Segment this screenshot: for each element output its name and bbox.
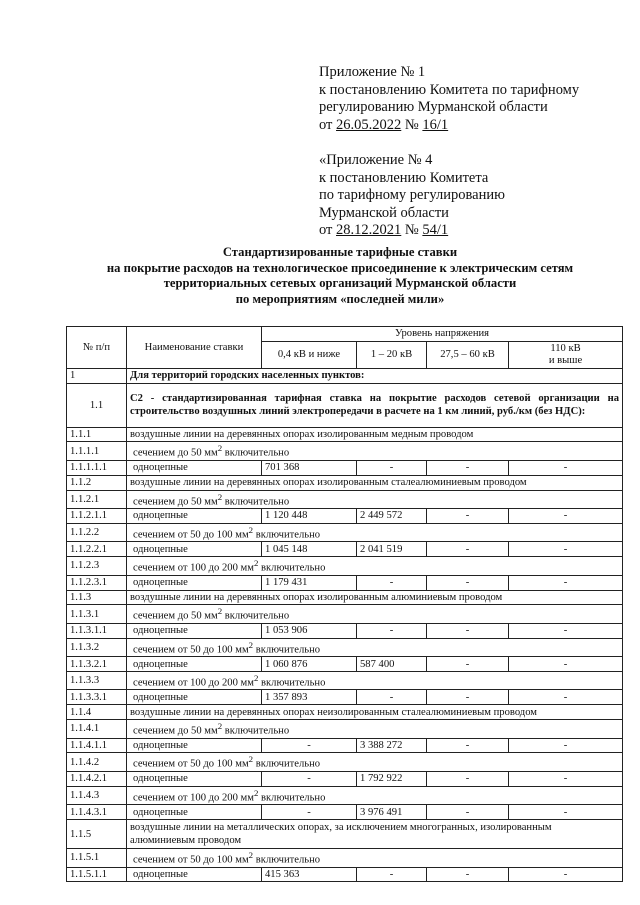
title-line1: Стандартизированные тарифные ставки <box>222 245 458 259</box>
row-number: 1.1.4.1.1 <box>67 738 127 753</box>
table-row-sub <box>67 442 623 461</box>
from-label: от <box>319 222 333 238</box>
row-name: одноцепные <box>127 867 262 882</box>
row-name: одноцепные <box>127 623 262 638</box>
table-row-sub <box>67 786 623 805</box>
row-value-v4: - <box>509 575 623 590</box>
row-name-text: сечением от 100 до 200 мм <box>133 677 254 689</box>
header-v1: 0,4 кВ и ниже <box>262 341 357 368</box>
row-name <box>127 490 623 509</box>
row-name: одноцепные <box>127 771 262 786</box>
row-value-v2: - <box>357 623 427 638</box>
row-number: 1.1.3.1 <box>67 605 127 624</box>
row-value-v2: - <box>357 460 427 475</box>
row-name-text: сечением до 50 мм <box>133 610 218 622</box>
table-row-group <box>67 427 623 442</box>
row-value-v2: - <box>357 575 427 590</box>
row-number: 1.1.3.2.1 <box>67 657 127 672</box>
row-name <box>127 786 623 805</box>
header-v3: 27,5 – 60 кВ <box>427 341 509 368</box>
table-row-sub <box>67 557 623 576</box>
row-value-v3: - <box>427 542 509 557</box>
row-name-sup: 2 <box>217 606 223 617</box>
row-number: 1.1.3.3.1 <box>67 690 127 705</box>
table-row-val <box>67 738 623 753</box>
row-value-v1: 701 368 <box>262 460 357 475</box>
row-name: воздушные линии на деревянных опорах изолированным медным проводом <box>127 427 623 442</box>
row-name-tail: включительно <box>222 496 290 508</box>
row-value-v4: - <box>509 805 623 820</box>
row-value-v1: 1 357 893 <box>262 690 357 705</box>
appendix-4-line2: к постановлению Комитета <box>319 169 489 186</box>
row-number: 1.1.4.2 <box>67 753 127 772</box>
appendix-4-header <box>319 152 505 240</box>
table-row-val <box>67 867 623 882</box>
header-name: Наименование ставки <box>127 327 262 369</box>
row-name: одноцепные <box>127 738 262 753</box>
row-name-tail: включительно <box>258 677 326 689</box>
c2-row <box>67 383 623 427</box>
from-label: от <box>319 116 333 133</box>
appendix-1-line3: регулированию Мурманской области <box>319 99 548 115</box>
section-num: 1 <box>67 368 127 383</box>
row-number: 1.1.1.1 <box>67 442 127 461</box>
row-name: воздушные линии на деревянных опорах изолированным сталеалюминиевым проводом <box>127 475 623 490</box>
table-row-group <box>67 705 623 720</box>
row-number: 1.1.2.3.1 <box>67 575 127 590</box>
row-name-sup: 2 <box>217 491 223 502</box>
row-number: 1.1.3.3 <box>67 671 127 690</box>
number-sign: № <box>404 222 419 238</box>
header-v2: 1 – 20 кВ <box>357 341 427 368</box>
header-num: № п/п <box>67 327 127 369</box>
title-line3: территориальных сетевых организаций Мурманской области <box>163 276 517 290</box>
row-value-v1: - <box>262 805 357 820</box>
table-row-sub <box>67 849 623 868</box>
row-value-v1: 1 060 876 <box>262 657 357 672</box>
row-value-v1: - <box>262 738 357 753</box>
appendix-4-date: 28.12.2021 <box>336 222 402 238</box>
row-name-sup: 2 <box>253 558 259 569</box>
table-row-val <box>67 623 623 638</box>
row-value-v4: - <box>509 509 623 524</box>
row-name-sup: 2 <box>248 850 254 861</box>
row-number: 1.1.2.2 <box>67 523 127 542</box>
appendix-4-date-line <box>319 222 505 240</box>
row-value-v4: - <box>509 542 623 557</box>
table-row-val <box>67 575 623 590</box>
row-number: 1.1.2.1.1 <box>67 509 127 524</box>
row-name <box>127 638 623 657</box>
title-line2: на покрытие расходов на технологическое присоединение к электрическим сетям <box>106 260 574 275</box>
row-value-v3: - <box>427 623 509 638</box>
row-name: воздушные линии на деревянных опорах неизолированным сталеалюминиевым проводом <box>127 705 623 720</box>
row-name-text: сечением от 100 до 200 мм <box>133 562 254 574</box>
row-number: 1.1.5.1.1 <box>67 867 127 882</box>
header-row-1 <box>67 327 623 342</box>
table-row-group2 <box>67 820 623 849</box>
appendix-1-date: 26.05.2022 <box>336 116 402 133</box>
row-value-v2: 1 792 922 <box>357 771 427 786</box>
row-name-text: сечением до 50 мм <box>133 725 218 737</box>
row-name-sup: 2 <box>253 672 259 683</box>
row-name-text: сечением от 50 до 100 мм <box>133 644 249 656</box>
row-name <box>127 523 623 542</box>
row-name: воздушные линии на деревянных опорах изолированным алюминиевым проводом <box>127 590 623 605</box>
table-row-group <box>67 475 623 490</box>
row-value-v1: 1 045 148 <box>262 542 357 557</box>
tariff-table <box>66 326 623 882</box>
row-name-text: сечением от 50 до 100 мм <box>133 758 249 770</box>
row-name: одноцепные <box>127 460 262 475</box>
appendix-4-line4: Мурманской области <box>319 204 449 221</box>
row-number: 1.1.4.1 <box>67 720 127 739</box>
row-name <box>127 442 623 461</box>
row-value-v4: - <box>509 771 623 786</box>
header-voltage: Уровень напряжения <box>262 327 623 342</box>
row-value-v1: 1 120 448 <box>262 509 357 524</box>
table-row-sub <box>67 753 623 772</box>
row-name-text: сечением от 100 до 200 мм <box>133 792 254 804</box>
c2-name: С2 - стандартизированная тарифная ставка на покрытие расходов сетевой организации на строительство воздушных линий электропередачи в расчете на 1 км линий, руб./км (без НДС): <box>127 383 623 427</box>
row-value-v4: - <box>509 460 623 475</box>
row-value-v3: - <box>427 460 509 475</box>
row-name-sup: 2 <box>248 524 254 535</box>
row-name <box>127 720 623 739</box>
table-row-val <box>67 460 623 475</box>
row-value-v4: - <box>509 867 623 882</box>
section-row <box>67 368 623 383</box>
row-value-v2: 587 400 <box>357 657 427 672</box>
row-value-v1: 1 179 431 <box>262 575 357 590</box>
appendix-1-date-line <box>319 117 579 135</box>
header-v4-line2: и выше <box>548 354 583 366</box>
table-row-sub <box>67 523 623 542</box>
table-row-group <box>67 590 623 605</box>
row-name-sup: 2 <box>217 721 223 732</box>
row-value-v3: - <box>427 690 509 705</box>
row-value-v4: - <box>509 657 623 672</box>
row-value-v4: - <box>509 623 623 638</box>
row-name: одноцепные <box>127 509 262 524</box>
header-v4-line1: 110 кВ <box>550 342 581 354</box>
table-row-val <box>67 771 623 786</box>
row-number: 1.1.4 <box>67 705 127 720</box>
row-value-v4: - <box>509 690 623 705</box>
appendix-1-line1: Приложение № 1 <box>319 64 426 80</box>
row-name: одноцепные <box>127 690 262 705</box>
row-name <box>127 557 623 576</box>
table-row-sub <box>67 638 623 657</box>
row-value-v2: 2 449 572 <box>357 509 427 524</box>
row-number: 1.1.3.1.1 <box>67 623 127 638</box>
row-name-sup: 2 <box>248 639 254 650</box>
appendix-1-number: 16/1 <box>422 116 449 133</box>
row-name-tail: включительно <box>222 610 290 622</box>
row-number: 1.1.2.3 <box>67 557 127 576</box>
row-name-text: сечением до 50 мм <box>133 447 218 459</box>
table-row-sub <box>67 490 623 509</box>
appendix-4-number: 54/1 <box>422 222 449 238</box>
row-name-tail: включительно <box>222 725 290 737</box>
row-name: одноцепные <box>127 575 262 590</box>
row-name-tail: включительно <box>253 529 321 541</box>
row-number: 1.1.4.3.1 <box>67 805 127 820</box>
row-value-v3: - <box>427 738 509 753</box>
row-number: 1.1.1.1.1 <box>67 460 127 475</box>
row-number: 1.1.3 <box>67 590 127 605</box>
row-name: воздушные линии на металлических опорах, за исключением многогранных, изолированным алюминиевым проводом <box>127 820 623 849</box>
row-name-text: сечением от 50 до 100 мм <box>133 529 249 541</box>
row-value-v3: - <box>427 657 509 672</box>
row-number: 1.1.4.3 <box>67 786 127 805</box>
row-value-v3: - <box>427 805 509 820</box>
table-row-sub <box>67 720 623 739</box>
row-number: 1.1.1 <box>67 427 127 442</box>
row-number: 1.1.2.2.1 <box>67 542 127 557</box>
row-name-text: сечением до 50 мм <box>133 496 218 508</box>
row-name-tail: включительно <box>253 644 321 656</box>
row-value-v1: - <box>262 771 357 786</box>
row-value-v3: - <box>427 575 509 590</box>
row-value-v2: - <box>357 690 427 705</box>
appendix-4-line1: «Приложение № 4 <box>319 152 433 168</box>
row-number: 1.1.2.1 <box>67 490 127 509</box>
row-name-sup: 2 <box>248 754 254 765</box>
row-name-sup: 2 <box>253 787 259 798</box>
row-name <box>127 849 623 868</box>
row-value-v3: - <box>427 867 509 882</box>
row-name-tail: включительно <box>258 792 326 804</box>
table-row-val <box>67 509 623 524</box>
row-value-v3: - <box>427 509 509 524</box>
row-name-text: сечением от 50 до 100 мм <box>133 854 249 866</box>
table-row-val <box>67 805 623 820</box>
appendix-4-line3: по тарифному регулированию <box>319 187 505 203</box>
row-value-v1: 1 053 906 <box>262 623 357 638</box>
table-row-val <box>67 690 623 705</box>
appendix-1-header <box>319 64 579 134</box>
row-name <box>127 605 623 624</box>
number-sign: № <box>404 116 419 133</box>
row-name <box>127 671 623 690</box>
row-name-tail: включительно <box>258 562 326 574</box>
row-number: 1.1.3.2 <box>67 638 127 657</box>
row-number: 1.1.5 <box>67 820 127 849</box>
row-value-v2: 3 976 491 <box>357 805 427 820</box>
row-value-v2: - <box>357 867 427 882</box>
table-row-val <box>67 657 623 672</box>
row-name-tail: включительно <box>253 758 321 770</box>
header-v4 <box>509 341 623 368</box>
row-number: 1.1.5.1 <box>67 849 127 868</box>
c2-num: 1.1 <box>67 383 127 427</box>
row-name <box>127 753 623 772</box>
appendix-1-line2: к постановлению Комитета по тарифному <box>319 81 580 98</box>
document-title <box>60 245 620 307</box>
title-line4: по мероприятиям «последней мили» <box>235 291 445 306</box>
row-name-tail: включительно <box>222 447 290 459</box>
row-number: 1.1.4.2.1 <box>67 771 127 786</box>
row-value-v2: 2 041 519 <box>357 542 427 557</box>
table-row-val <box>67 542 623 557</box>
row-name: одноцепные <box>127 542 262 557</box>
row-name: одноцепные <box>127 657 262 672</box>
row-value-v2: 3 388 272 <box>357 738 427 753</box>
row-value-v3: - <box>427 771 509 786</box>
row-name: одноцепные <box>127 805 262 820</box>
table-row-sub <box>67 671 623 690</box>
row-name-sup: 2 <box>217 443 223 454</box>
row-number: 1.1.2 <box>67 475 127 490</box>
row-name-tail: включительно <box>253 854 321 866</box>
table-row-sub <box>67 605 623 624</box>
row-value-v4: - <box>509 738 623 753</box>
row-value-v1: 415 363 <box>262 867 357 882</box>
section-name: Для территорий городских населенных пунктов: <box>127 368 623 383</box>
